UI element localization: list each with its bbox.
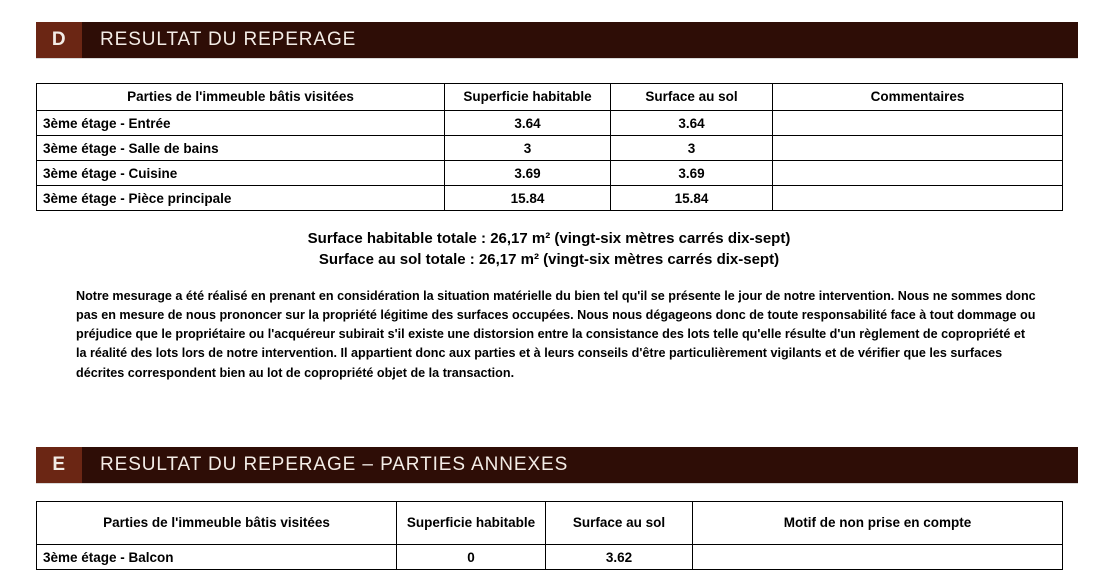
column-header-commentaires: Commentaires <box>773 84 1063 111</box>
section-title-d: RESULTAT DU REPERAGE <box>100 29 357 50</box>
total-surface-au-sol: Surface au sol totale : 26,17 m² (vingt-six mètres carrés dix-sept) <box>318 251 780 269</box>
section-banner-e <box>36 447 1078 483</box>
column-header-parties: Parties de l'immeuble bâtis visitées <box>37 502 397 545</box>
cell-partie-name: 3ème étage - Salle de bains <box>37 136 445 161</box>
cell-superficie-habitable: 3.64 <box>445 111 611 136</box>
table-row <box>37 111 1063 136</box>
cell-superficie-habitable: 3 <box>445 136 611 161</box>
cell-partie-name: 3ème étage - Balcon <box>37 545 397 570</box>
disclaimer-text: Notre mesurage a été réalisé en prenant en considération la situation matérielle du bien tel qu'il se présente le jour de notre intervention. Nous ne sommes donc pas en mesure de nous prononcer sur la propriété légitime des surfaces occupées. Nous nous dégageons donc de toute responsabilité face à tout dommage ou préjudice que le propriétaire ou l'acquéreur subirait s'il existe une distorsion entre la consistance des lots telle qu'elle résulte d'un règlement de copropriété et la réalité des lots lors de notre intervention. Il appartient donc aux parties et à leurs conseils d'être particulièrement vigilants et de vérifier que les surfaces décrites correspondent bien au lot de copropriété objet de la transaction. <box>76 289 1036 380</box>
column-header-surface-au-sol: Surface au sol <box>546 502 693 545</box>
results-table <box>36 83 1063 211</box>
cell-surface-au-sol: 3 <box>611 136 773 161</box>
cell-commentaire <box>773 186 1063 211</box>
column-header-parties: Parties de l'immeuble bâtis visitées <box>37 84 445 111</box>
cell-commentaire <box>773 161 1063 186</box>
section-letter-d: D <box>36 22 82 58</box>
cell-commentaire <box>773 136 1063 161</box>
section-banner-d <box>36 22 1078 58</box>
column-header-superficie-habitable: Superficie habitable <box>445 84 611 111</box>
cell-commentaire <box>773 111 1063 136</box>
cell-surface-au-sol: 15.84 <box>611 186 773 211</box>
cell-superficie-habitable: 0 <box>397 545 546 570</box>
total-surface-habitable: Surface habitable totale : 26,17 m² (vingt-six mètres carrés dix-sept) <box>307 230 791 247</box>
annexes-table <box>36 501 1063 570</box>
table-header-row <box>37 502 1063 545</box>
cell-superficie-habitable: 15.84 <box>445 186 611 211</box>
cell-partie-name: 3ème étage - Pièce principale <box>37 186 445 211</box>
cell-motif <box>693 545 1063 570</box>
cell-superficie-habitable: 3.69 <box>445 161 611 186</box>
table-header-row <box>37 84 1063 111</box>
column-header-surface-au-sol: Surface au sol <box>611 84 773 111</box>
table-row <box>37 161 1063 186</box>
table-row <box>37 186 1063 211</box>
section-title-e: RESULTAT DU REPERAGE – PARTIES ANNEXES <box>100 454 569 475</box>
cell-surface-au-sol: 3.64 <box>611 111 773 136</box>
column-header-superficie-habitable: Superficie habitable <box>397 502 546 545</box>
table-row <box>37 545 1063 570</box>
cell-surface-au-sol: 3.69 <box>611 161 773 186</box>
cell-partie-name: 3ème étage - Cuisine <box>37 161 445 186</box>
table-row <box>37 136 1063 161</box>
cell-surface-au-sol: 3.62 <box>546 545 693 570</box>
column-header-motif: Motif de non prise en compte <box>693 502 1063 545</box>
section-letter-e: E <box>36 447 82 483</box>
surface-totals <box>36 228 1062 271</box>
cell-partie-name: 3ème étage - Entrée <box>37 111 445 136</box>
